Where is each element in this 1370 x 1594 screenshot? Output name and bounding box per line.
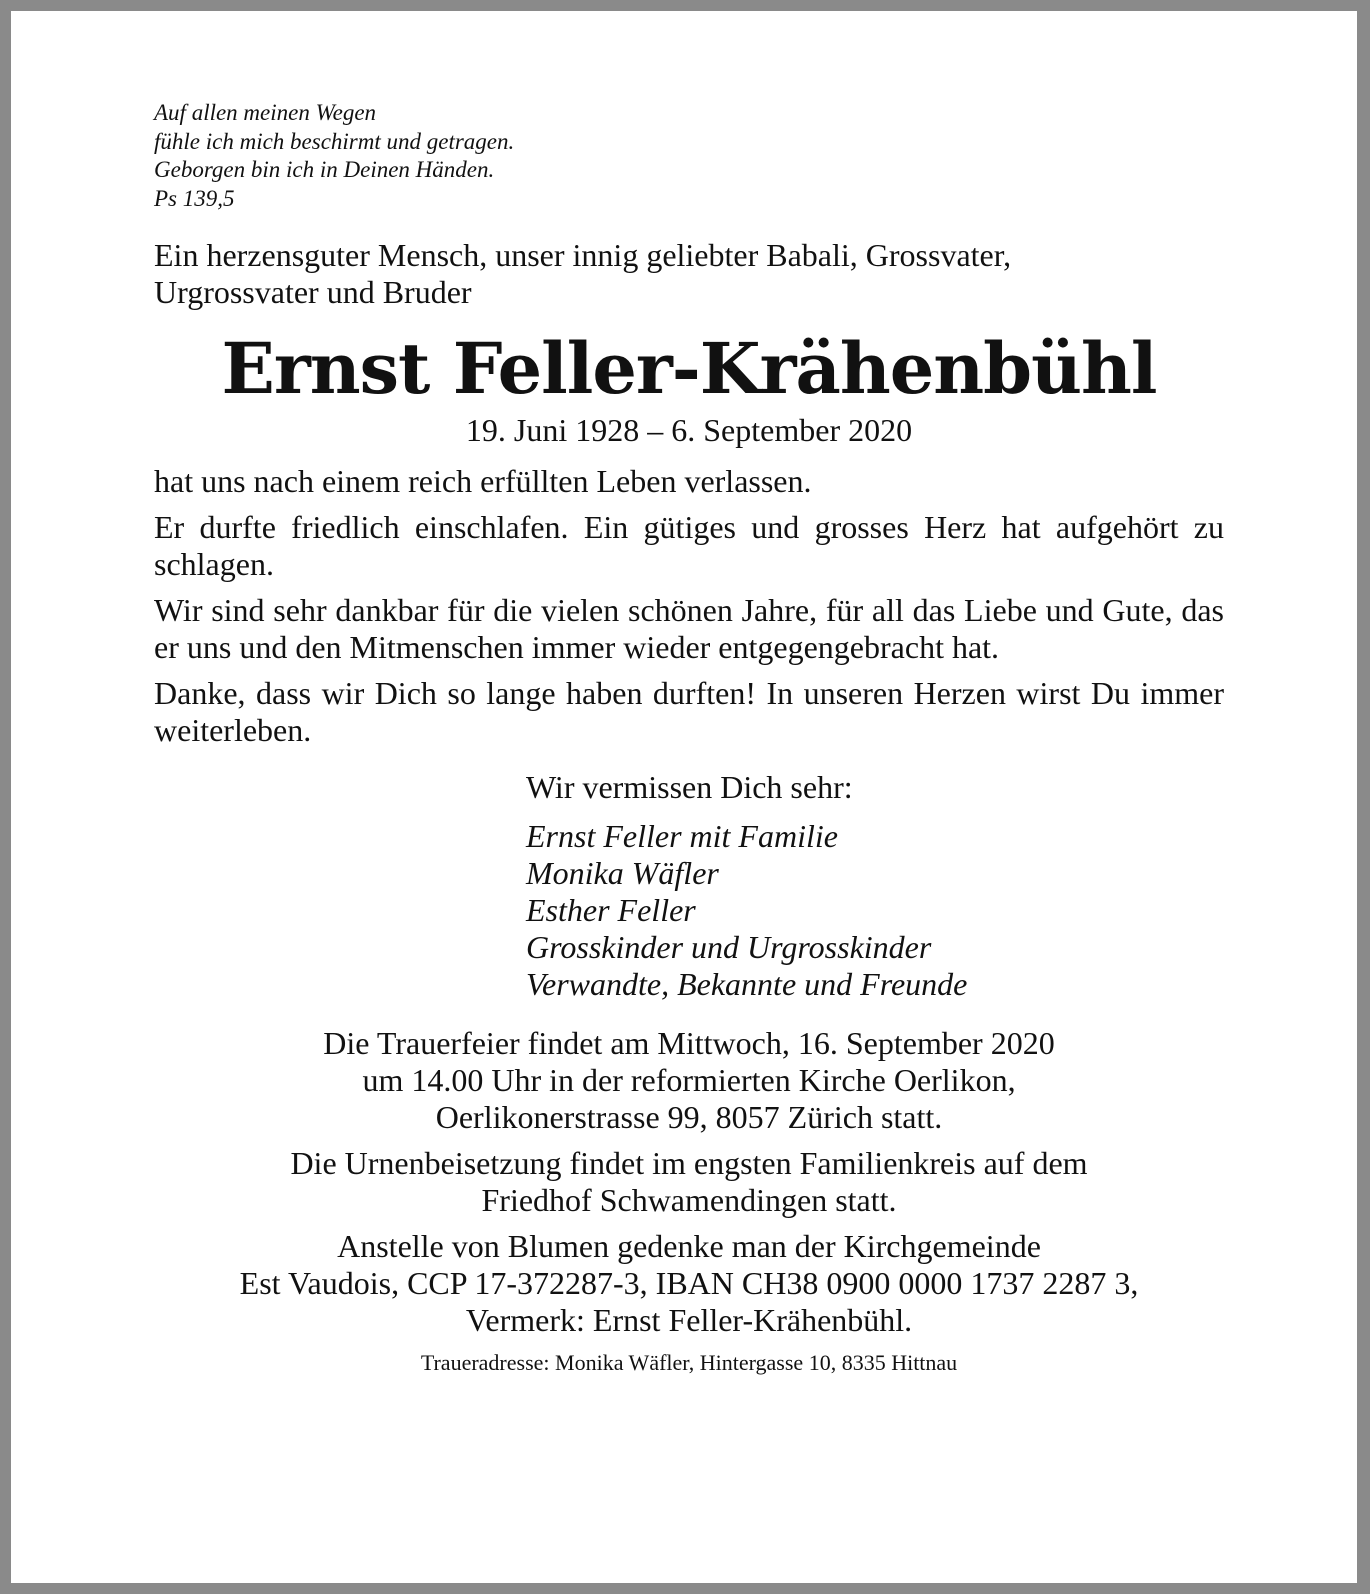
mourner-name: Esther Feller	[526, 892, 696, 928]
ceremony-line: um 14.00 Uhr in der reformierten Kirche Oerlikon,	[362, 1062, 1016, 1098]
mourners-list	[526, 818, 1224, 1003]
burial-line: Die Urnenbeisetzung findet im engsten Familienkreis auf dem	[290, 1145, 1088, 1181]
donation-line: Est Vaudois, CCP 17-372287-3, IBAN CH38 0900 0000 1737 2287 3,	[239, 1265, 1139, 1301]
obituary-content	[154, 99, 1224, 1377]
mourners-section	[526, 769, 1224, 1003]
bible-quote	[154, 99, 1224, 213]
obituary-body	[154, 463, 1224, 749]
body-paragraph: hat uns nach einem reich erfüllten Leben verlassen.	[154, 463, 812, 499]
mourning-address: Traueradresse: Monika Wäfler, Hintergasse 10, 8335 Hittnau	[420, 1350, 958, 1375]
intro-text	[154, 237, 1224, 311]
deceased-name: Ernst Feller-Krähenbühl	[221, 327, 1157, 410]
intro-line: Ein herzensguter Mensch, unser innig geliebter Babali, Grossvater,	[154, 237, 1012, 273]
quote-line: Auf allen meinen Wegen	[154, 100, 377, 125]
body-paragraph: Er durfte friedlich einschlafen. Ein gütiges und grosses Herz hat aufgehört zu schlagen.	[154, 509, 1224, 582]
body-paragraph: Wir sind sehr dankbar für die vielen schönen Jahre, für all das Liebe und Gute, das er uns und den Mitmenschen immer wieder entgegengebracht hat.	[154, 592, 1224, 665]
body-paragraph: Danke, dass wir Dich so lange haben durften! In unseren Herzen wirst Du immer weiterleben.	[154, 675, 1224, 748]
quote-line: Geborgen bin ich in Deinen Händen.	[154, 157, 495, 182]
mourner-name: Grosskinder und Urgrosskinder	[526, 929, 932, 965]
life-dates: 19. Juni 1928 – 6. September 2020	[465, 412, 913, 448]
burial-line: Friedhof Schwamendingen statt.	[481, 1182, 897, 1218]
mourner-name: Verwandte, Bekannte und Freunde	[526, 966, 968, 1002]
mourners-lead: Wir vermissen Dich sehr:	[526, 769, 853, 805]
quote-line: fühle ich mich beschirmt und getragen.	[154, 128, 515, 154]
donation-line: Vermerk: Ernst Feller-Krähenbühl.	[465, 1302, 913, 1338]
ceremony-info	[154, 1025, 1224, 1136]
ceremony-line: Die Trauerfeier findet am Mittwoch, 16. September 2020	[323, 1025, 1055, 1061]
ceremony-line: Oerlikonerstrasse 99, 8057 Zürich statt.	[435, 1099, 943, 1135]
donation-info	[154, 1228, 1224, 1339]
intro-line: Urgrossvater und Bruder	[154, 274, 472, 310]
burial-info	[154, 1145, 1224, 1219]
mourner-name: Ernst Feller mit Familie	[526, 818, 838, 854]
mourner-name: Monika Wäfler	[526, 855, 719, 891]
donation-line: Anstelle von Blumen gedenke man der Kirchgemeinde	[337, 1228, 1041, 1264]
service-info	[154, 1025, 1224, 1339]
quote-reference: Ps 139,5	[154, 185, 235, 211]
obituary-page	[11, 11, 1357, 1583]
